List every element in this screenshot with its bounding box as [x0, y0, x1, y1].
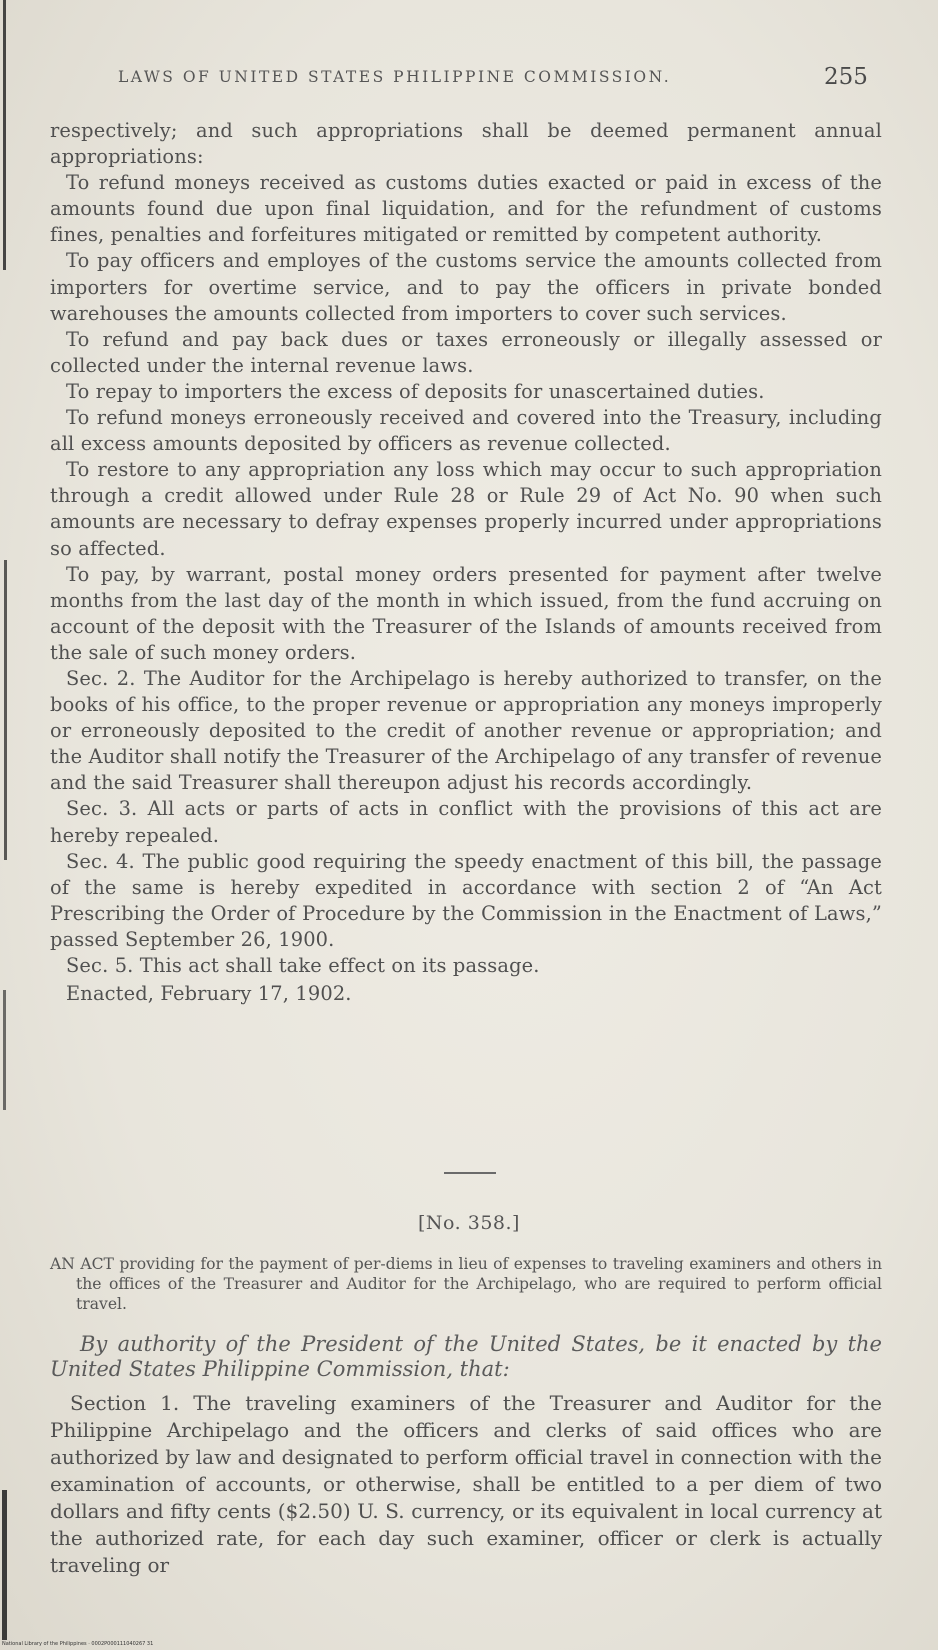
section-1-block: [50, 1390, 882, 1579]
act-number: [No. 358.]: [418, 1212, 520, 1234]
section-5: Sec. 5. This act shall take effect on its passage.: [66, 954, 540, 977]
paragraph: To pay, by warrant, postal money orders presented for payment after twelve months from the last day of the month in which issued, from the fund accruing on account of the deposit with the Treasurer of the Islands of amounts received from the sale of such money orders.: [50, 562, 882, 664]
section-2: Sec. 2. The Auditor for the Archipelago is hereby authorized to transfer, on the books of his office, to the proper revenue or appropriation any moneys improperly or erroneously deposited to the credit of another revenue or appropriation; and the Auditor shall notify the Treasurer of the Archipelago of any transfer of revenue and the said Treasurer shall thereupon adjust his records accordingly.: [50, 666, 882, 795]
enacting-clause-block: [50, 1332, 882, 1382]
running-head: [0, 64, 938, 94]
act-title: AN ACT providing for the payment of per-diems in lieu of expenses to traveling examiners and others in the offices of the Treasurer and Auditor for the Archipelago, who are required to perform official travel.: [50, 1255, 882, 1313]
paragraph: respectively; and such appropriations shall be deemed permanent annual appropriations:: [50, 119, 882, 169]
section-1: Section 1. The traveling examiners of the Treasurer and Auditor for the Philippine Archipelago and the officers and clerks of said offices who are authorized by law and designated to perform official travel in connection with the examination of accounts, or otherwise, shall be entitled to a per diem of two dollars and fifty cents ($2.50) U. S. currency, or its equivalent in local currency at the authorized rate, for each day such examiner, officer or clerk is actually traveling or: [50, 1391, 882, 1577]
body-text: [50, 118, 882, 1007]
section-3: Sec. 3. All acts or parts of acts in conflict with the provisions of this act are hereby repealed.: [50, 797, 882, 847]
enacted-date: Enacted, February 17, 1902.: [66, 982, 352, 1006]
binding-edge-mark: [3, 990, 6, 1110]
paragraph: To refund moneys received as customs duties exacted or paid in excess of the amounts found due upon final liquidation, and for the refundment of customs fines, penalties and forfeitures mitigated or remitted by competent authority.: [50, 171, 882, 247]
running-title: LAWS OF UNITED STATES PHILIPPINE COMMISSION.: [118, 68, 672, 86]
section-4: Sec. 4. The public good requiring the speedy enactment of this bill, the passage of the same is hereby expedited in accordance with section 2 of “An Act Prescribing the Order of Procedure by the Commission in the Enactment of Laws,” passed September 26, 1900.: [50, 849, 882, 951]
paragraph: To refund and pay back dues or taxes erroneously or illegally assessed or collected under the internal revenue laws.: [50, 327, 882, 377]
paragraph: To refund moneys erroneously received and covered into the Treasury, including all excess amounts deposited by officers as revenue collected.: [50, 406, 882, 456]
binding-edge-mark: [3, 0, 6, 270]
page-number: 255: [824, 64, 868, 90]
section-divider: [444, 1172, 496, 1174]
enacting-clause: By authority of the President of the United States, be it enacted by the United States Philippine Commission, that:: [50, 1332, 882, 1381]
binding-edge-mark: [2, 1490, 7, 1640]
scan-credit: National Library of the Philippines · 0002P000111040267 31: [2, 1641, 154, 1647]
act-title-block: [50, 1254, 882, 1314]
paragraph: To pay officers and employes of the customs service the amounts collected from importers for overtime service, and to pay the officers in private bonded warehouses the amounts collected from importers to cover such services.: [50, 249, 882, 325]
binding-edge-mark: [4, 560, 7, 860]
paragraph: To restore to any appropriation any loss which may occur to such appropriation through a credit allowed under Rule 28 or Rule 29 of Act No. 90 when such amounts are necessary to defray expenses properly incurred under appropriations so affected.: [50, 458, 882, 560]
paragraph: To repay to importers the excess of deposits for unascertained duties.: [66, 379, 765, 403]
